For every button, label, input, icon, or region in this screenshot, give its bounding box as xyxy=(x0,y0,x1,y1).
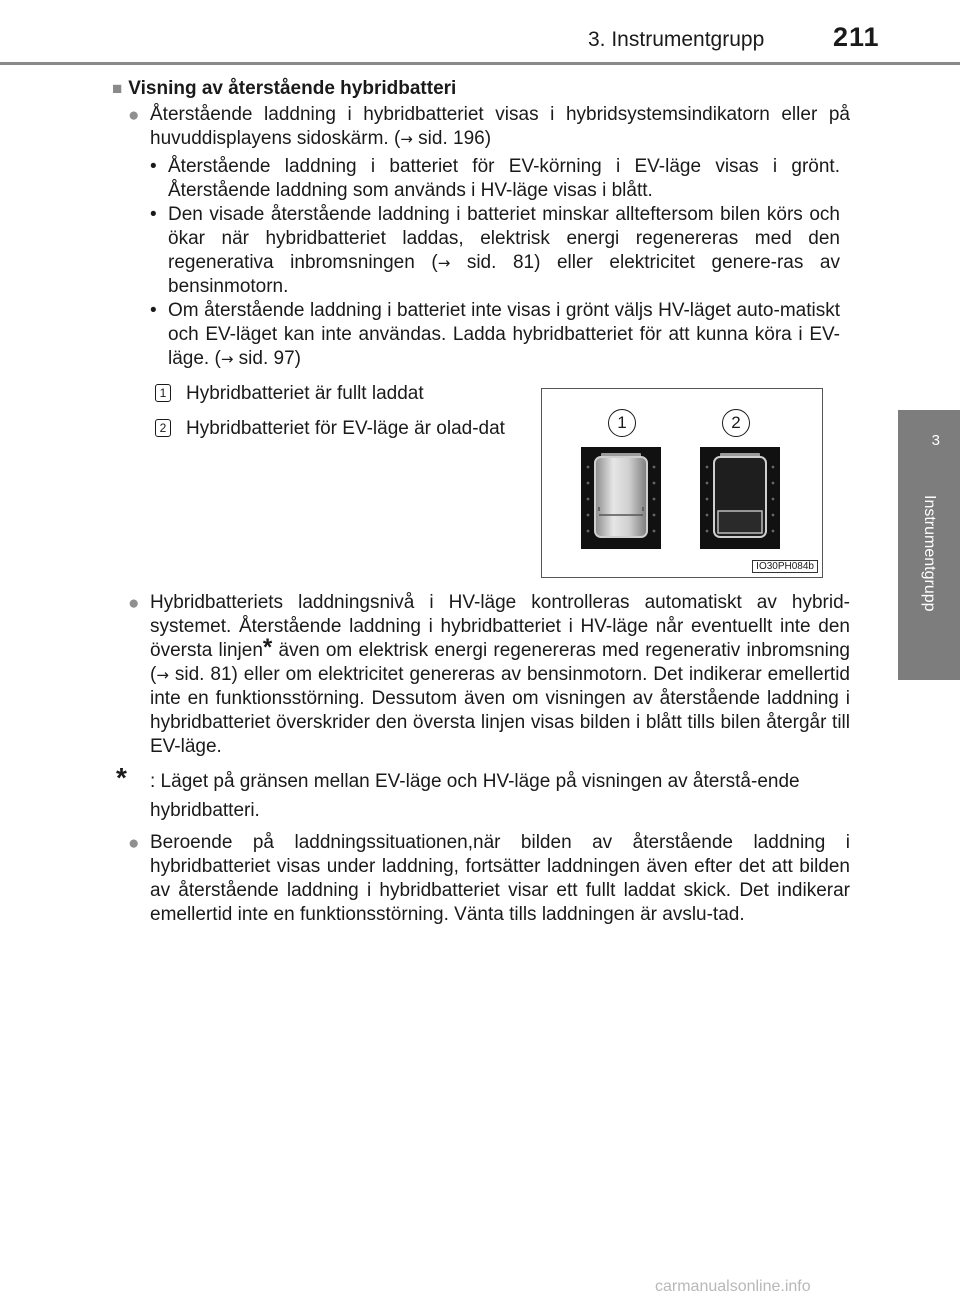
sub-bullet-item xyxy=(150,299,840,371)
sub-bullet-item xyxy=(150,155,840,203)
bullet-paragraph-3 xyxy=(128,831,850,927)
battery-full-icon xyxy=(581,447,661,549)
bullet-paragraph-2 xyxy=(128,591,850,759)
footnote-text: : Läget på gränsen mellan EV-läge och HV-läge på visningen av återstå-ende hybridbatteri. xyxy=(150,771,800,821)
circle-bullet-icon: ● xyxy=(128,105,140,126)
figure-caption-2 xyxy=(159,417,516,441)
battery-figure xyxy=(541,388,823,578)
caption-number-2: 2 xyxy=(155,419,171,437)
bullet-1-ref: sid. 196) xyxy=(418,128,492,149)
section-heading-text: Visning av återstående hybridbatteri xyxy=(128,78,457,99)
figure-number-2: 2 xyxy=(722,409,750,437)
bullet-2-part2: även om elektrisk energi regenereras med regenerativ inbromsning ( xyxy=(150,640,850,685)
caption-1-text: Hybridbatteriet är fullt laddat xyxy=(186,383,424,404)
sub-bullet-3-ref: sid. 97) xyxy=(238,348,301,369)
bullet-paragraph-1 xyxy=(128,103,850,151)
circle-bullet-icon: ● xyxy=(128,593,140,614)
bullet-2-part1: Hybridbatteriets laddningsnivå i HV-läge kontrolleras automatiskt av hybrid-systemet. Återstående laddning i hybridbatteriet i HV-läge når eventuellt inte den översta linjen xyxy=(150,592,850,661)
chapter-title: 3. Instrumentgrupp xyxy=(588,28,765,51)
square-bullet-icon: ■ xyxy=(112,79,123,98)
figure-code: IO30PH084b xyxy=(752,560,818,573)
page-number: 211 xyxy=(833,22,880,52)
footnote xyxy=(116,762,850,825)
figure-caption-1 xyxy=(159,382,516,406)
section-heading xyxy=(112,78,456,100)
side-tab-label: Instrumentgrupp xyxy=(921,495,938,612)
sub-bullet-item xyxy=(150,203,840,299)
header-rule xyxy=(0,62,960,65)
arrow-right-icon: → xyxy=(400,130,413,148)
watermark: carmanualsonline.info xyxy=(655,1278,811,1295)
sub-bullet-1-text: Återstående laddning i batteriet för EV-körning i EV-läge visas i grönt. Återstående laddning som används i HV-läge visas i blått. xyxy=(168,156,840,201)
side-tab-number: 3 xyxy=(931,432,940,449)
sub-bullet-2-ref: sid. 81) eller elektricitet genere-ras av bensinmotorn. xyxy=(168,252,840,297)
sub-bullet-list xyxy=(150,155,840,371)
caption-2-text: Hybridbatteriet för EV-läge är olad-dat xyxy=(186,418,505,439)
arrow-right-icon: → xyxy=(437,254,451,272)
arrow-right-icon: → xyxy=(156,666,169,684)
footnote-star-marker: * xyxy=(262,634,273,661)
bullet-3-text: Beroende på laddningssituationen,när bilden av återstående laddning i hybridbatteriet visas under laddning, fortsätter laddningen även efter det att bilden av återstående laddning i hybridbatteriet visar ett fullt laddat skick. Det indikerar emellertid inte en funktionsstörning. Vänta tills laddningen är avslu-tad. xyxy=(150,832,850,925)
battery-empty-icon xyxy=(700,447,780,549)
footnote-star: * xyxy=(116,762,127,793)
caption-number-1: 1 xyxy=(155,384,171,402)
sub-bullet-2-text: Den visade återstående laddning i batteriet minskar allteftersom bilen körs och ökar när hybridbatteriet laddas, elektrisk energi regenereras med den regenerativa inbromsningen ( xyxy=(168,204,840,273)
circle-bullet-icon: ● xyxy=(128,833,140,854)
sub-bullet-3-text: Om återstående laddning i batteriet inte visas i grönt väljs HV-läget auto-matiskt och EV-läget kan inte användas. Ladda hybridbatteriet för att kunna köra i EV-läge. ( xyxy=(168,300,840,369)
arrow-right-icon: → xyxy=(220,350,234,368)
bullet-2-ref: sid. 81) eller om elektricitet genereras av bensinmotorn. Det indikerar emellertid inte en funktionsstörning. Dessutom även om visningen av återstående laddning i hybridbatteriet överskrider den översta linjen visas bilden i blått tills bilen återgår till EV-läge. xyxy=(150,664,850,757)
figure-number-1: 1 xyxy=(608,409,636,437)
bullet-1-text: Återstående laddning i hybridbatteriet visas i hybridsystemsindikatorn eller på huvuddisplayens sidoskärm. ( xyxy=(150,104,850,149)
